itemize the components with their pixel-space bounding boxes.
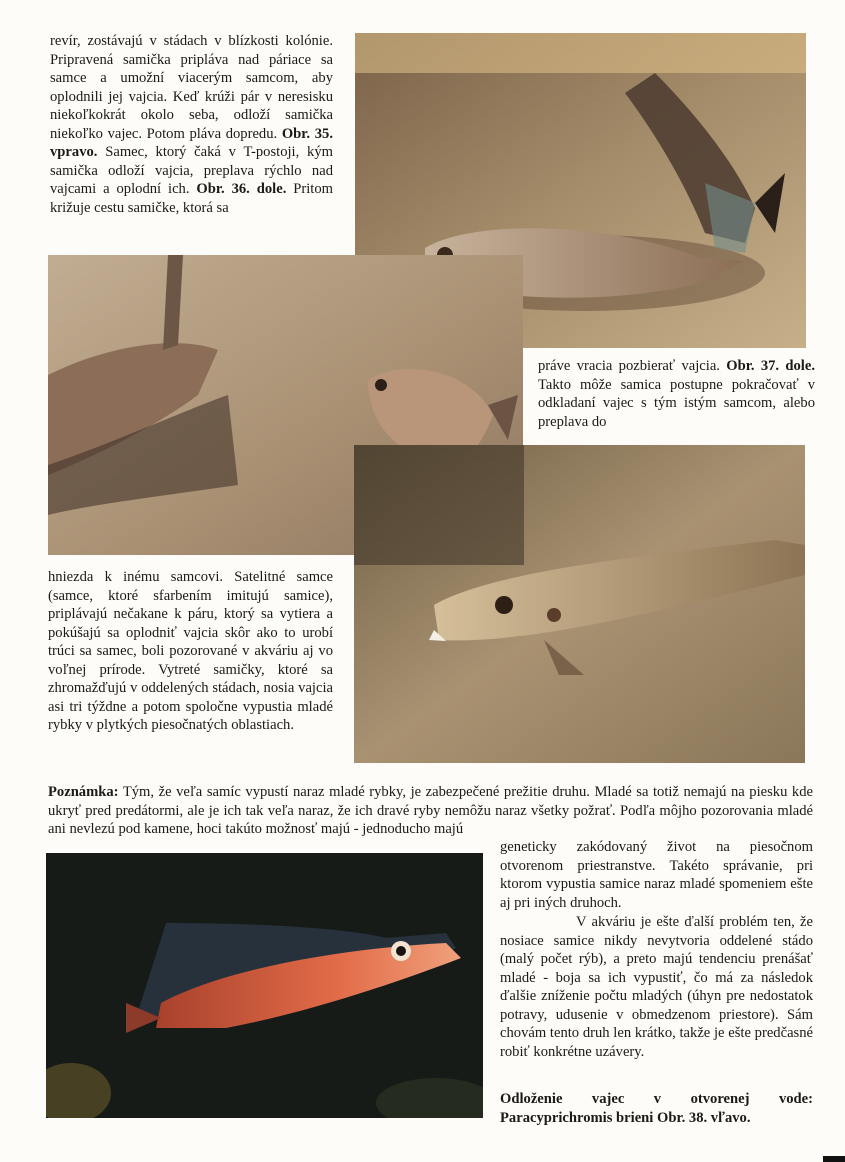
paragraph-3 bbox=[48, 568, 333, 735]
figure-ref-37: Obr. 37. dole. bbox=[726, 358, 815, 374]
paragraph-1b-text: Samec, ktorý čaká v T-postoji, kým samička odloží vajcia, preplava rýchlo nad vajcami a oplodní ich. bbox=[50, 144, 333, 197]
paragraph-4-text: geneticky zakódovaný život na piesočnom otvorenom priestranstve. Takéto správanie, pri ktorom vypustia samice naraz mladé spomeniem ešte aj pri iných druhoch. bbox=[500, 839, 813, 911]
paragraph-3-text: hniezda k inému samcovi. Satelitné samce (samce, ktoré sfarbením imitujú samice), priplávajú nečakane k páru, ktorý sa vytiera a pokúšajú sa oplodniť vajcia skôr ako to urobí trúci sa samec, boli pozorované v akváriu aj vo voľnej prírode. Vytreté samičky, ktoré sa zhromažďujú v oddelených stádach, nosia vajcia asi tri týždne a potom spoločne vypustia mladé rybky v plytkých piesočnatých oblastiach. bbox=[48, 569, 333, 733]
figure-ref-38: Obr. 38. vľavo. bbox=[657, 1109, 751, 1126]
figure-ref-35: Obr. 35. vpravo. bbox=[50, 125, 333, 160]
note-paragraph bbox=[48, 783, 813, 839]
photo-red-fish-bottom-left bbox=[46, 853, 483, 1118]
page-corner-mark bbox=[823, 1156, 845, 1162]
paragraph-4 bbox=[500, 838, 813, 912]
paragraph-1 bbox=[50, 32, 333, 217]
paragraph-6-text: Odloženie vajec v otvorenej vode: Paracyprichromis brieni bbox=[500, 1091, 813, 1126]
paragraph-6 bbox=[500, 1090, 813, 1127]
paragraph-1-text: revír, zostávajú v stádach v blízkosti kolónie. Pripravená samička pripláva nad páriace sa samce a umožní viacerým samcom, aby oplodnili jej vajcia. Keď krúži pár v neresisku niekoľkokrát okolo seba, odloží samička niekoľko vajec. Potom pláva dopredu. bbox=[50, 33, 333, 142]
note-text: Tým, že veľa samíc vypustí naraz mladé rybky, je zabezpečené prežitie druhu. Mladé sa totiž nemajú na piesku kde ukryť pred predátormi, ale je ich tak veľa naraz, že ich dravé ryby nemôžu naraz všetky požrať. Podľa môjho pozorovania mladé ani nevlezú pod kamene, hoci takúto možnosť majú - jednoducho majú bbox=[48, 784, 814, 837]
paragraph-5 bbox=[500, 913, 813, 1061]
paragraph-1c-text: Pritom križuje cestu samičke, ktorá sa bbox=[50, 181, 333, 216]
paragraph-2 bbox=[538, 357, 815, 431]
paragraph-2b-text: Takto môže samica postupne pokračovať v odkladaní vajec s tým istým samcom, alebo preplava do bbox=[538, 376, 815, 430]
note-label: Poznámka: bbox=[48, 784, 119, 800]
photo-fish-lower-right bbox=[354, 445, 805, 763]
paragraph-5-text: V akváriu je ešte ďalší problém ten, že nosiace samice nikdy nevytvoria oddelené stádo (malý počet rýb), a preto majú tendenciu prenášať mladé - boja sa ich vypustiť, čo má za následok ďalšie zníženie počtu mladých (úhyn pre nedostatok potravy, udusenie v obmedzenom priestore). Sám chovám tento druh len krátko, takže je ešte predčasné robiť konkrétne uzávery. bbox=[500, 914, 813, 1060]
figure-ref-36: Obr. 36. dole. bbox=[196, 181, 287, 197]
paragraph-2-text: práve vracia pozbierať vajcia. bbox=[538, 358, 720, 374]
